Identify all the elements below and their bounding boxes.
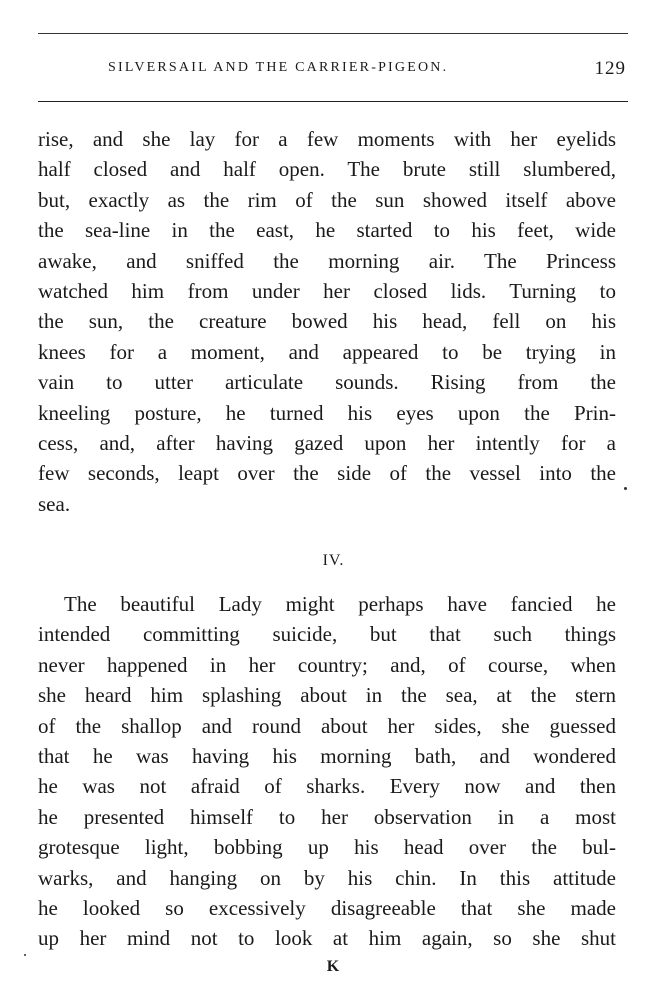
header-bottom-rule: [38, 101, 628, 102]
text-line: intended committing suicide, but that such things: [38, 622, 616, 647]
text-line: never happened in her country; and, of course, when: [38, 652, 616, 677]
text-line: half closed and half open. The brute still slumbered,: [38, 157, 616, 182]
text-line: vain to utter articulate sounds. Rising from the: [38, 370, 616, 395]
text-line: of the shallop and round about her sides, she guessed: [38, 713, 616, 738]
text-line: watched him from under her closed lids. Turning to: [38, 278, 616, 303]
text-line: warks, and hanging on by his chin. In this attitude: [38, 865, 616, 890]
text-line: grotesque light, bobbing up his head over the bul-: [38, 835, 616, 860]
paragraph: [38, 589, 616, 954]
text-line: knees for a moment, and appeared to be trying in: [38, 339, 616, 364]
text-line: she heard him splashing about in the sea, at the stern: [38, 683, 616, 708]
text-line: awake, and sniffed the morning air. The Princess: [38, 248, 616, 273]
text-line: the sea-line in the east, he started to his feet, wide: [38, 218, 616, 243]
text-line: he looked so excessively disagreeable that she made: [38, 895, 616, 920]
text-line: cess, and, after having gazed upon her intently for a: [38, 430, 616, 455]
header-top-rule: [38, 33, 628, 34]
paragraph-continued: [38, 124, 616, 519]
print-speck: [24, 954, 26, 956]
text-line: that he was having his morning bath, and wondered: [38, 743, 616, 768]
page-number: 129: [594, 58, 626, 79]
running-title: SILVERSAIL AND THE CARRIER-PIGEON.: [108, 60, 449, 75]
text-line: kneeling posture, he turned his eyes upon the Prin-: [38, 400, 616, 425]
text-line: the sun, the creature bowed his head, fell on his: [38, 309, 616, 334]
text-line: rise, and she lay for a few moments with her eyelids: [38, 127, 616, 151]
signature-mark: K: [326, 958, 341, 975]
running-header: [38, 60, 628, 82]
text-line: up her mind not to look at him again, so she shut: [38, 926, 616, 951]
text-line: sea.: [38, 491, 71, 516]
text-line: but, exactly as the rim of the sun showed itself above: [38, 187, 616, 212]
text-line: he was not afraid of sharks. Every now and then: [38, 774, 616, 799]
print-speck: [624, 487, 627, 490]
section-number: IV.: [322, 552, 345, 569]
text-line: The beautiful Lady might perhaps have fancied he: [64, 592, 616, 616]
text-line: he presented himself to her observation in a most: [38, 804, 616, 829]
text-line: few seconds, leapt over the side of the vessel into the: [38, 461, 616, 486]
